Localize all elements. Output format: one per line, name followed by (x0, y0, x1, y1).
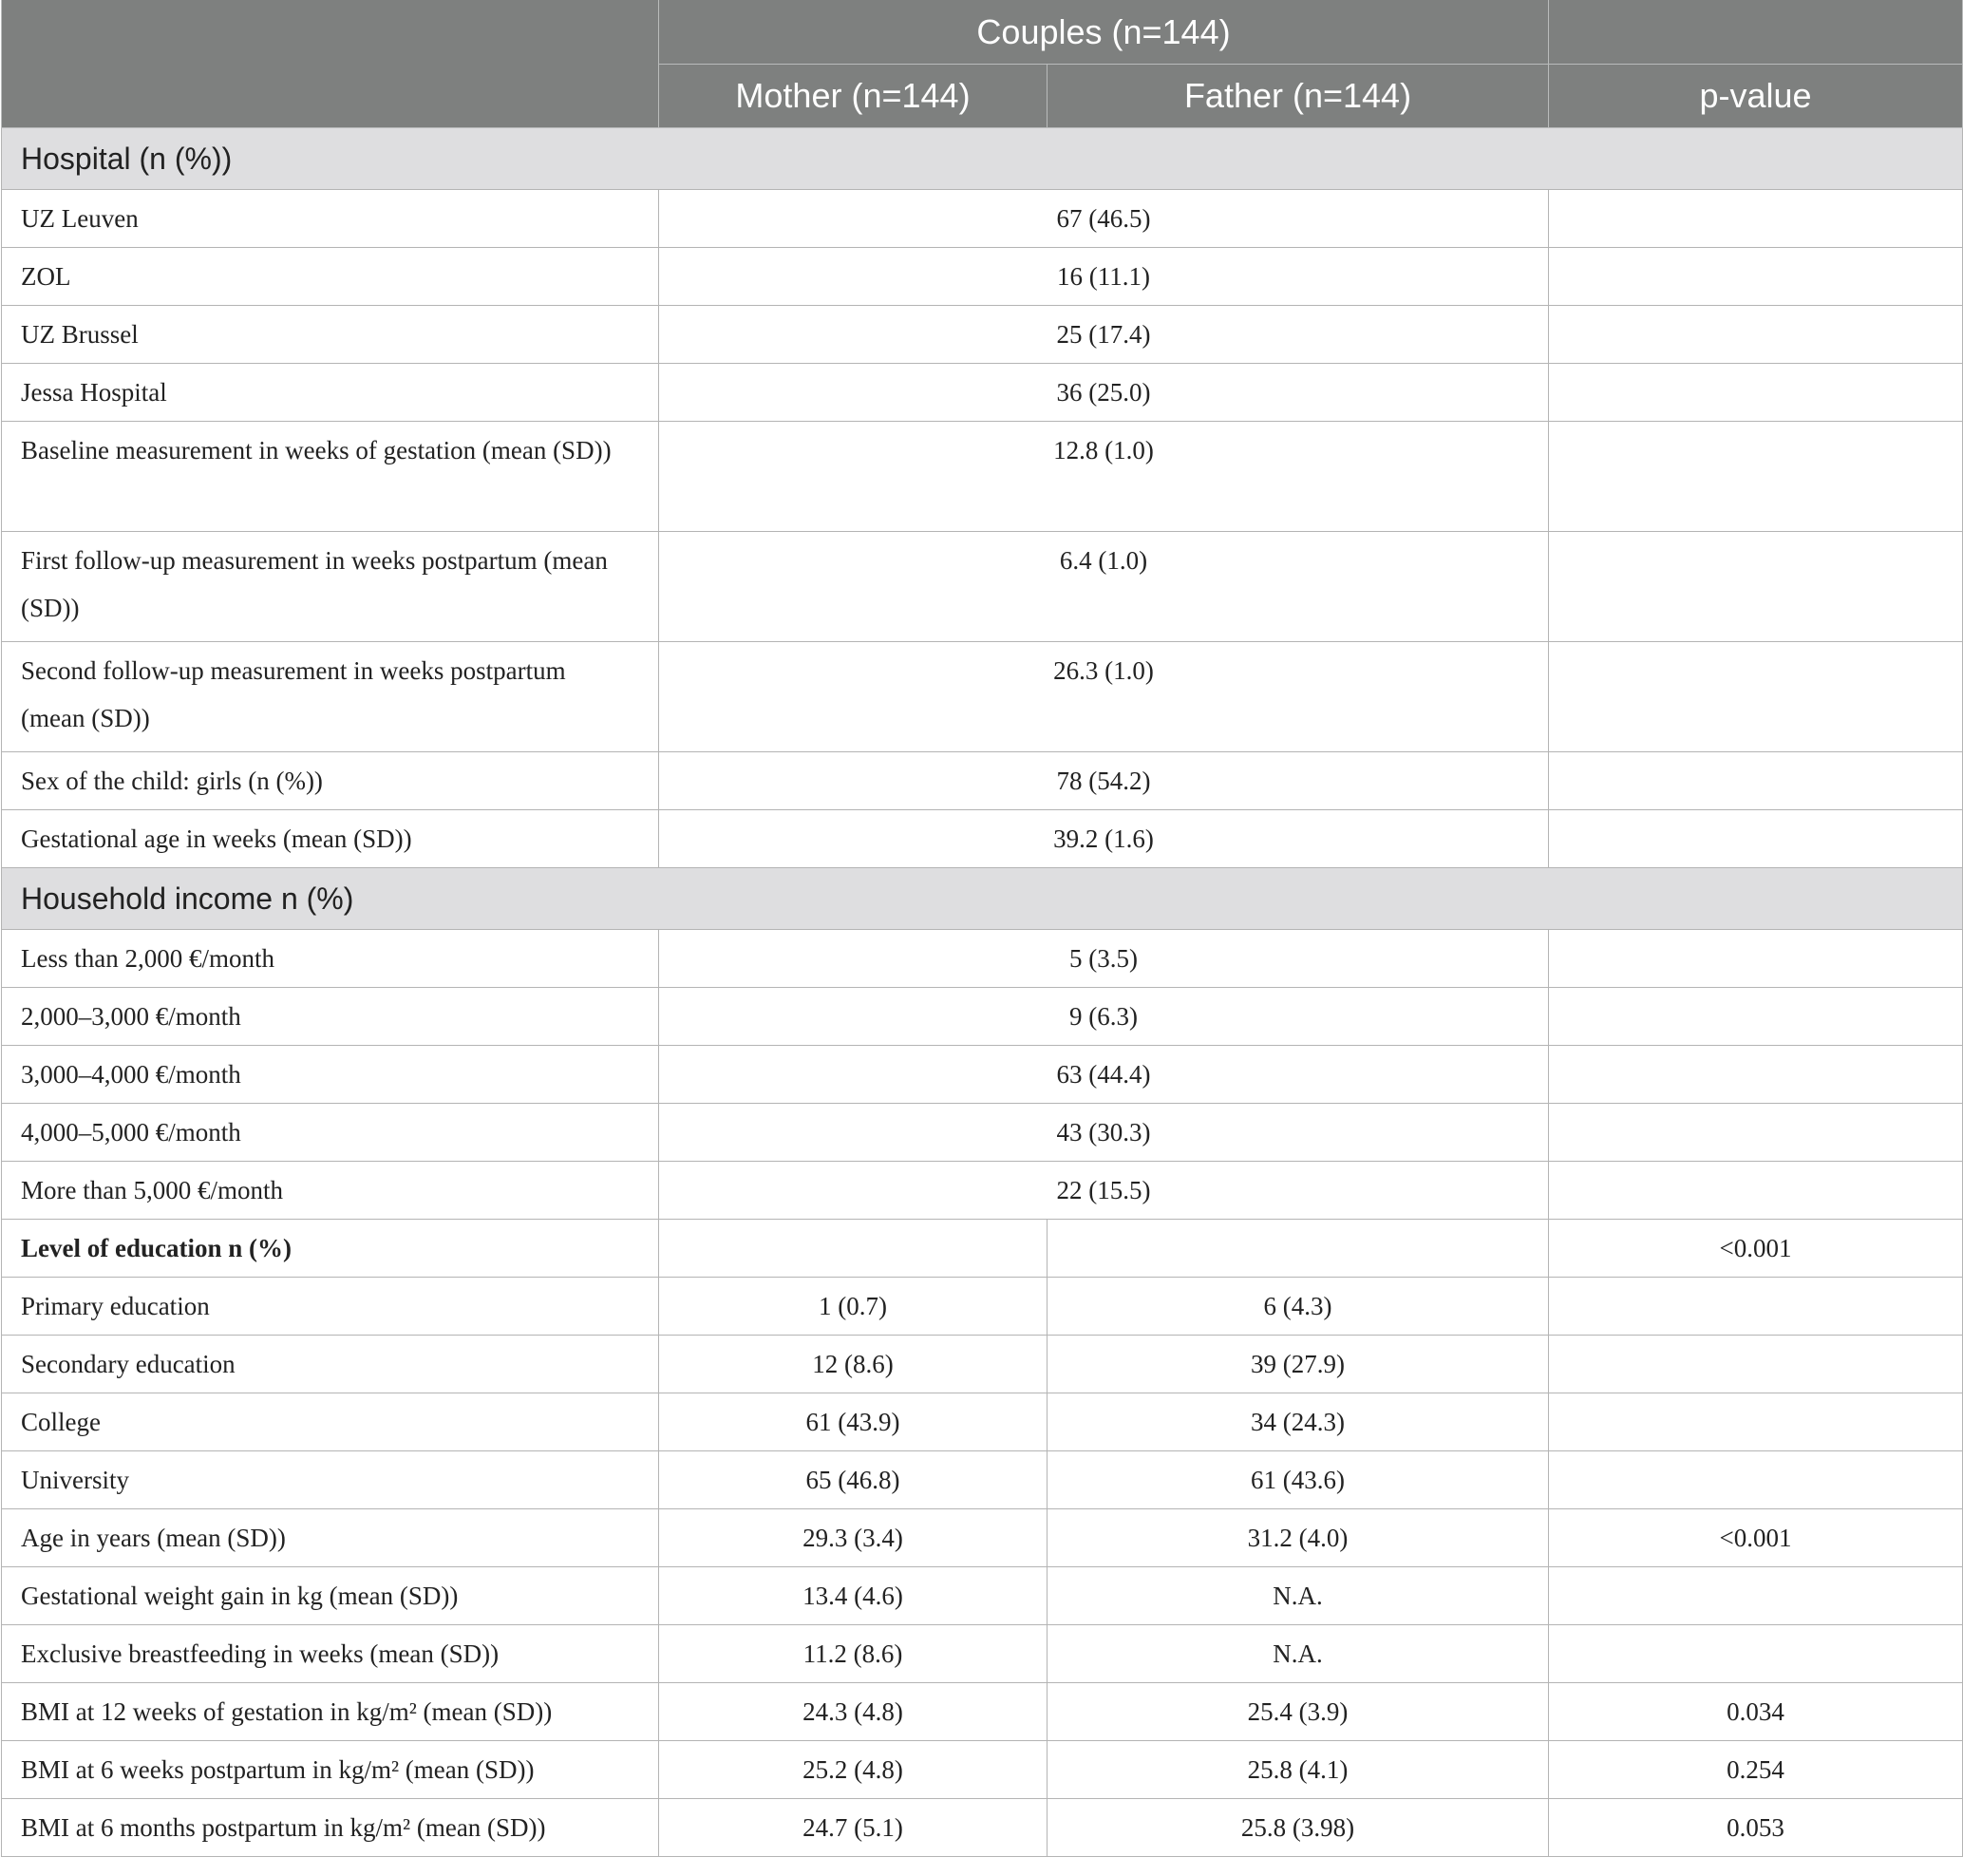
row-label: University (2, 1451, 659, 1509)
table-row (2, 1451, 1963, 1509)
pvalue-cell (1549, 248, 1963, 306)
table-row (2, 1104, 1963, 1162)
section-row-hospital (2, 128, 1963, 190)
father-header: Father (n=144) (1048, 65, 1549, 128)
pvalue-cell (1549, 1451, 1963, 1509)
mother-value: 24.3 (4.8) (659, 1683, 1048, 1741)
row-label: College (2, 1393, 659, 1451)
row-label: Primary education (2, 1278, 659, 1336)
table-row (2, 1741, 1963, 1799)
mother-value: 13.4 (4.6) (659, 1567, 1048, 1625)
table-row (2, 1509, 1963, 1567)
row-label: ZOL (2, 248, 659, 306)
table-body (2, 128, 1963, 1857)
education-label: Level of education n (%) (2, 1220, 659, 1278)
row-label: UZ Brussel (2, 306, 659, 364)
table-row (2, 988, 1963, 1046)
father-value: 34 (24.3) (1048, 1393, 1549, 1451)
row-label: Gestational weight gain in kg (mean (SD)) (2, 1567, 659, 1625)
pvalue-cell (1549, 190, 1963, 248)
row-label: More than 5,000 €/month (2, 1162, 659, 1220)
row-label: Exclusive breastfeeding in weeks (mean (SD)) (2, 1625, 659, 1683)
pvalue-cell (1549, 1046, 1963, 1104)
mother-value: 25.2 (4.8) (659, 1741, 1048, 1799)
father-value: N.A. (1048, 1625, 1549, 1683)
pvalue-cell: 0.254 (1549, 1741, 1963, 1799)
pvalue-cell (1549, 1278, 1963, 1336)
section-heading: Household income n (%) (2, 868, 1963, 930)
couples-value: 5 (3.5) (659, 930, 1549, 988)
mother-value: 24.7 (5.1) (659, 1799, 1048, 1857)
pvalue-cell: 0.053 (1549, 1799, 1963, 1857)
couples-value: 22 (15.5) (659, 1162, 1549, 1220)
pvalue-cell: <0.001 (1549, 1220, 1963, 1278)
pvalue-cell (1549, 1625, 1963, 1683)
table-row (2, 1799, 1963, 1857)
header-row-1 (2, 0, 1963, 65)
table-row (2, 306, 1963, 364)
couples-value: 9 (6.3) (659, 988, 1549, 1046)
table-row (2, 1567, 1963, 1625)
pvalue-cell (1549, 642, 1963, 752)
pvalue-cell: <0.001 (1549, 1509, 1963, 1567)
row-label: Gestational age in weeks (mean (SD)) (2, 810, 659, 868)
table-row (2, 364, 1963, 422)
row-label: UZ Leuven (2, 190, 659, 248)
table-row (2, 642, 1963, 752)
section-row-income (2, 868, 1963, 930)
table-row (2, 1625, 1963, 1683)
row-label: Less than 2,000 €/month (2, 930, 659, 988)
couples-value: 16 (11.1) (659, 248, 1549, 306)
couples-value: 12.8 (1.0) (659, 422, 1549, 532)
father-value: 25.8 (3.98) (1048, 1799, 1549, 1857)
section-heading: Hospital (n (%)) (2, 128, 1963, 190)
pvalue-cell (1549, 532, 1963, 642)
couples-value: 25 (17.4) (659, 306, 1549, 364)
table-row (2, 930, 1963, 988)
header-blank-cell (2, 0, 659, 128)
couples-value: 39.2 (1.6) (659, 810, 1549, 868)
table-row (2, 1683, 1963, 1741)
mother-header: Mother (n=144) (659, 65, 1048, 128)
couples-value: 63 (44.4) (659, 1046, 1549, 1104)
father-value: 6 (4.3) (1048, 1278, 1549, 1336)
table-row (2, 1278, 1963, 1336)
father-value: 25.8 (4.1) (1048, 1741, 1549, 1799)
education-row (2, 1220, 1963, 1278)
mother-value (659, 1220, 1048, 1278)
mother-value: 61 (43.9) (659, 1393, 1048, 1451)
row-label: 2,000–3,000 €/month (2, 988, 659, 1046)
mother-value: 1 (0.7) (659, 1278, 1048, 1336)
row-label: Secondary education (2, 1336, 659, 1393)
couples-value: 78 (54.2) (659, 752, 1549, 810)
table-row (2, 1162, 1963, 1220)
father-value: N.A. (1048, 1567, 1549, 1625)
row-label: Second follow-up measurement in weeks postpartum (mean (SD)) (2, 642, 659, 752)
table-row (2, 1046, 1963, 1104)
pvalue-cell (1549, 1104, 1963, 1162)
characteristics-table (1, 0, 1963, 1857)
pvalue-cell (1549, 810, 1963, 868)
table-row (2, 422, 1963, 532)
row-label: BMI at 12 weeks of gestation in kg/m² (mean (SD)) (2, 1683, 659, 1741)
table-header (2, 0, 1963, 128)
pvalue-cell (1549, 306, 1963, 364)
father-value: 61 (43.6) (1048, 1451, 1549, 1509)
row-label: Sex of the child: girls (n (%)) (2, 752, 659, 810)
row-label: BMI at 6 weeks postpartum in kg/m² (mean (SD)) (2, 1741, 659, 1799)
pvalue-cell (1549, 988, 1963, 1046)
pvalue-cell (1549, 930, 1963, 988)
row-label: Baseline measurement in weeks of gestation (mean (SD)) (2, 422, 659, 532)
couples-value: 67 (46.5) (659, 190, 1549, 248)
row-label: 4,000–5,000 €/month (2, 1104, 659, 1162)
pvalue-cell (1549, 1336, 1963, 1393)
table-row (2, 248, 1963, 306)
pvalue-cell (1549, 1393, 1963, 1451)
father-value: 25.4 (3.9) (1048, 1683, 1549, 1741)
couples-value: 26.3 (1.0) (659, 642, 1549, 752)
father-value (1048, 1220, 1549, 1278)
table-row (2, 190, 1963, 248)
couples-value: 36 (25.0) (659, 364, 1549, 422)
pvalue-cell (1549, 364, 1963, 422)
table-row (2, 1336, 1963, 1393)
mother-value: 65 (46.8) (659, 1451, 1048, 1509)
pvalue-cell (1549, 1567, 1963, 1625)
mother-value: 12 (8.6) (659, 1336, 1048, 1393)
row-label: BMI at 6 months postpartum in kg/m² (mean (SD)) (2, 1799, 659, 1857)
father-value: 31.2 (4.0) (1048, 1509, 1549, 1567)
header-blank-cell-right (1549, 0, 1963, 65)
pvalue-header: p-value (1549, 65, 1963, 128)
table-row (2, 752, 1963, 810)
couples-value: 43 (30.3) (659, 1104, 1549, 1162)
pvalue-cell (1549, 1162, 1963, 1220)
table-row (2, 1393, 1963, 1451)
mother-value: 11.2 (8.6) (659, 1625, 1048, 1683)
table-row (2, 532, 1963, 642)
mother-value: 29.3 (3.4) (659, 1509, 1048, 1567)
couples-header: Couples (n=144) (659, 0, 1549, 65)
pvalue-cell (1549, 422, 1963, 532)
row-label: Jessa Hospital (2, 364, 659, 422)
pvalue-cell: 0.034 (1549, 1683, 1963, 1741)
pvalue-cell (1549, 752, 1963, 810)
table-row (2, 810, 1963, 868)
row-label: First follow-up measurement in weeks postpartum (mean (SD)) (2, 532, 659, 642)
couples-value: 6.4 (1.0) (659, 532, 1549, 642)
row-label: Age in years (mean (SD)) (2, 1509, 659, 1567)
row-label: 3,000–4,000 €/month (2, 1046, 659, 1104)
father-value: 39 (27.9) (1048, 1336, 1549, 1393)
